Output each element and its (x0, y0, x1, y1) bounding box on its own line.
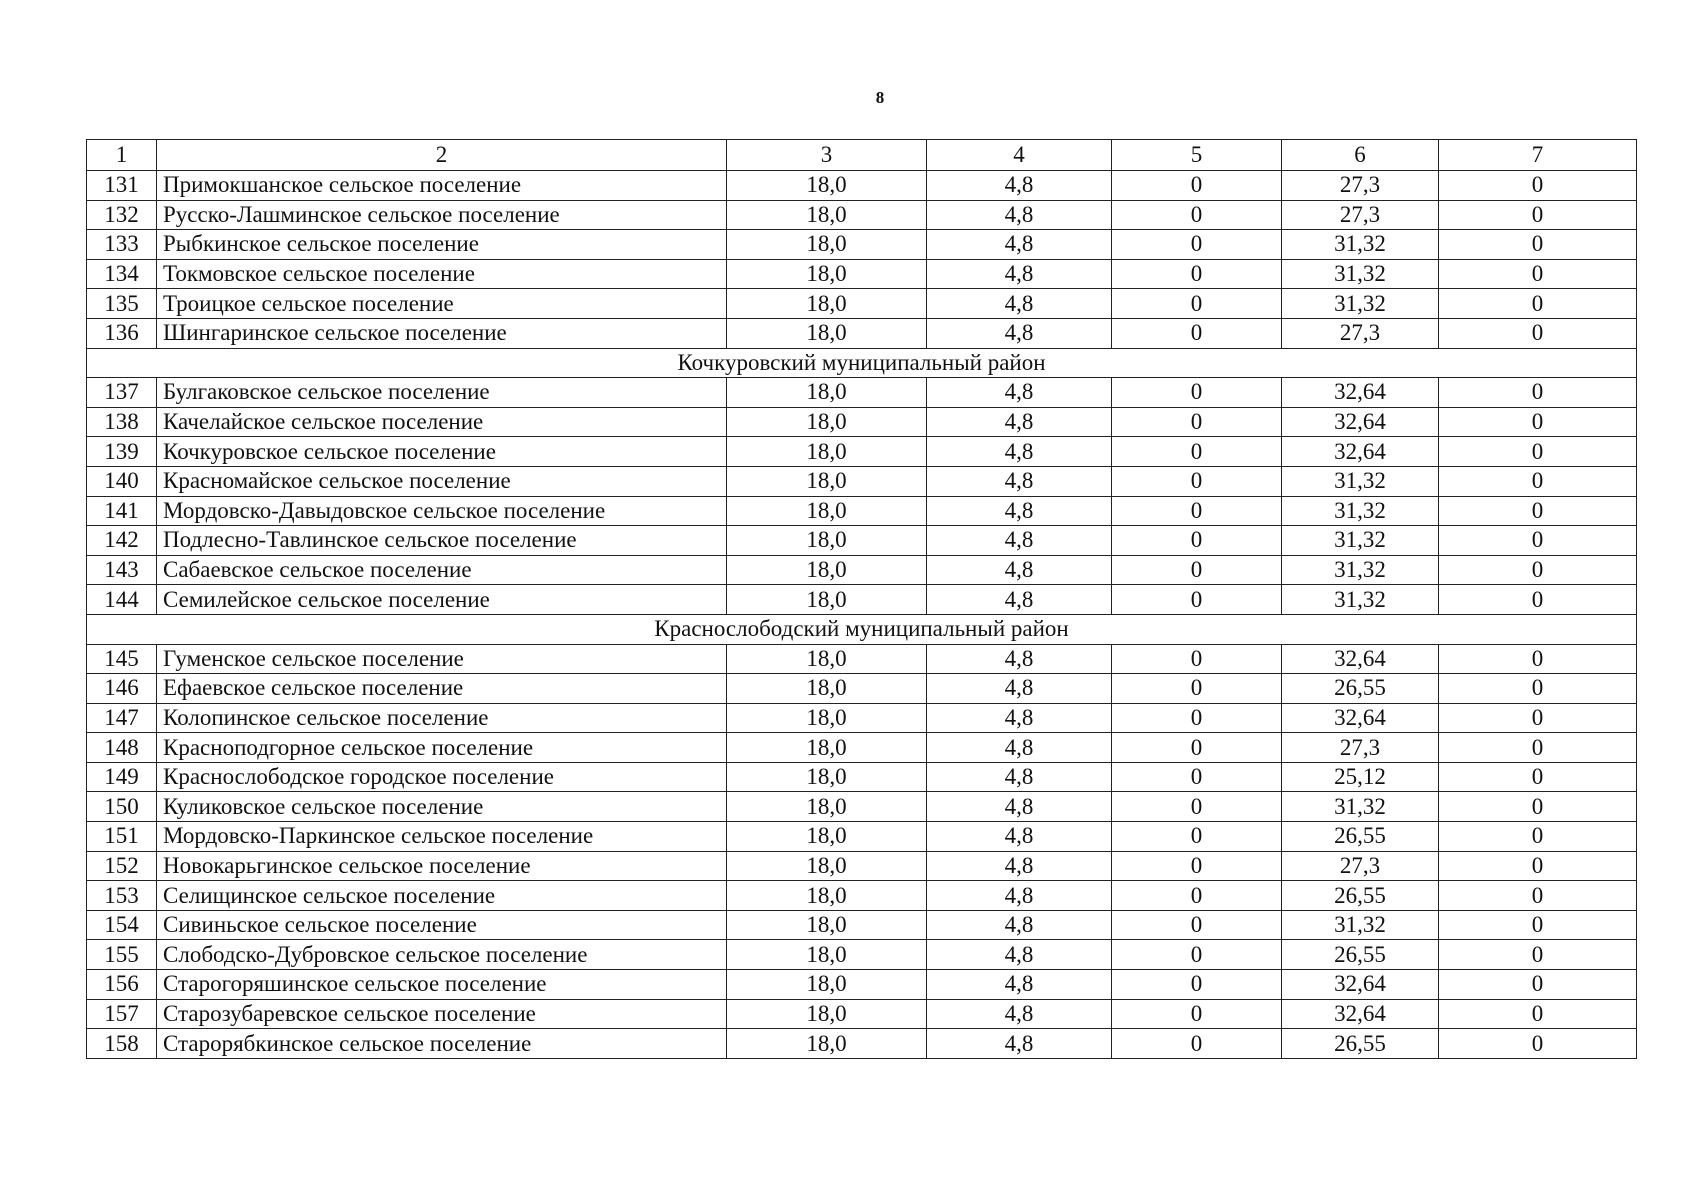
page-number: 8 (875, 88, 885, 107)
table-body (87, 140, 1637, 1059)
value-col-4: 4,8 (927, 970, 1112, 1000)
value-col-4: 4,8 (927, 230, 1112, 260)
value-col-6: 31,32 (1282, 259, 1439, 289)
value-col-6: 31,32 (1282, 230, 1439, 260)
row-number: 146 (87, 674, 157, 704)
value-col-7: 0 (1439, 585, 1637, 615)
value-col-6: 31,32 (1282, 585, 1439, 615)
header-cell-1: 1 (87, 140, 157, 171)
value-col-7: 0 (1439, 999, 1637, 1029)
row-number: 147 (87, 703, 157, 733)
table-row (87, 171, 1637, 201)
value-col-6: 31,32 (1282, 466, 1439, 496)
value-col-7: 0 (1439, 289, 1637, 319)
settlement-name: Гуменское сельское поселение (157, 644, 727, 674)
table-row (87, 999, 1637, 1029)
value-col-5: 0 (1112, 466, 1282, 496)
value-col-7: 0 (1439, 496, 1637, 526)
value-col-5: 0 (1112, 851, 1282, 881)
settlement-name: Мордовско-Давыдовское сельское поселение (157, 496, 727, 526)
value-col-7: 0 (1439, 171, 1637, 201)
row-number: 154 (87, 910, 157, 940)
settlement-name: Кочкуровское сельское поселение (157, 437, 727, 467)
value-col-7: 0 (1439, 318, 1637, 348)
value-col-4: 4,8 (927, 171, 1112, 201)
value-col-4: 4,8 (927, 733, 1112, 763)
value-col-3: 18,0 (727, 674, 927, 704)
value-col-3: 18,0 (727, 851, 927, 881)
table-row (87, 378, 1637, 408)
value-col-5: 0 (1112, 259, 1282, 289)
row-number: 145 (87, 644, 157, 674)
value-col-3: 18,0 (727, 259, 927, 289)
value-col-3: 18,0 (727, 466, 927, 496)
row-number: 155 (87, 940, 157, 970)
row-number: 149 (87, 762, 157, 792)
value-col-3: 18,0 (727, 378, 927, 408)
value-col-7: 0 (1439, 762, 1637, 792)
row-number: 153 (87, 881, 157, 911)
value-col-6: 27,3 (1282, 318, 1439, 348)
row-number: 141 (87, 496, 157, 526)
table-row (87, 585, 1637, 615)
row-number: 140 (87, 466, 157, 496)
value-col-7: 0 (1439, 940, 1637, 970)
value-col-3: 18,0 (727, 999, 927, 1029)
value-col-4: 4,8 (927, 851, 1112, 881)
section-title: Краснослободский муниципальный район (87, 614, 1637, 644)
value-col-5: 0 (1112, 318, 1282, 348)
value-col-4: 4,8 (927, 496, 1112, 526)
settlement-name: Ефаевское сельское поселение (157, 674, 727, 704)
value-col-6: 26,55 (1282, 822, 1439, 852)
settlement-name: Красномайское сельское поселение (157, 466, 727, 496)
value-col-7: 0 (1439, 733, 1637, 763)
table-row (87, 762, 1637, 792)
row-number: 133 (87, 230, 157, 260)
value-col-4: 4,8 (927, 674, 1112, 704)
table-row (87, 822, 1637, 852)
settlement-name: Троицкое сельское поселение (157, 289, 727, 319)
value-col-5: 0 (1112, 970, 1282, 1000)
settlement-name: Булгаковское сельское поселение (157, 378, 727, 408)
table-row (87, 437, 1637, 467)
settlement-name: Красноподгорное сельское поселение (157, 733, 727, 763)
settlement-name: Старогоряшинское сельское поселение (157, 970, 727, 1000)
value-col-6: 31,32 (1282, 792, 1439, 822)
value-col-7: 0 (1439, 792, 1637, 822)
value-col-3: 18,0 (727, 644, 927, 674)
value-col-6: 26,55 (1282, 881, 1439, 911)
value-col-7: 0 (1439, 881, 1637, 911)
value-col-5: 0 (1112, 881, 1282, 911)
value-col-3: 18,0 (727, 318, 927, 348)
value-col-6: 31,32 (1282, 555, 1439, 585)
value-col-6: 32,64 (1282, 703, 1439, 733)
value-col-5: 0 (1112, 526, 1282, 556)
row-number: 144 (87, 585, 157, 615)
value-col-4: 4,8 (927, 910, 1112, 940)
value-col-3: 18,0 (727, 496, 927, 526)
settlement-name: Мордовско-Паркинское сельское поселение (157, 822, 727, 852)
value-col-5: 0 (1112, 585, 1282, 615)
settlement-name: Примокшанское сельское поселение (157, 171, 727, 201)
value-col-5: 0 (1112, 437, 1282, 467)
table-row (87, 259, 1637, 289)
settlement-name: Сабаевское сельское поселение (157, 555, 727, 585)
value-col-6: 26,55 (1282, 940, 1439, 970)
header-cell-6: 6 (1282, 140, 1439, 171)
value-col-7: 0 (1439, 437, 1637, 467)
value-col-6: 26,55 (1282, 1029, 1439, 1059)
settlement-name: Куликовское сельское поселение (157, 792, 727, 822)
row-number: 135 (87, 289, 157, 319)
value-col-3: 18,0 (727, 733, 927, 763)
value-col-5: 0 (1112, 289, 1282, 319)
value-col-4: 4,8 (927, 437, 1112, 467)
row-number: 131 (87, 171, 157, 201)
value-col-7: 0 (1439, 644, 1637, 674)
table-row (87, 674, 1637, 704)
settlement-name: Новокарьгинское сельское поселение (157, 851, 727, 881)
value-col-3: 18,0 (727, 171, 927, 201)
value-col-6: 26,55 (1282, 674, 1439, 704)
value-col-5: 0 (1112, 407, 1282, 437)
value-col-5: 0 (1112, 230, 1282, 260)
settlement-name: Подлесно-Тавлинское сельское поселение (157, 526, 727, 556)
value-col-5: 0 (1112, 762, 1282, 792)
settlement-name: Семилейское сельское поселение (157, 585, 727, 615)
value-col-4: 4,8 (927, 999, 1112, 1029)
value-col-6: 32,64 (1282, 999, 1439, 1029)
row-number: 143 (87, 555, 157, 585)
value-col-4: 4,8 (927, 1029, 1112, 1059)
table-row (87, 555, 1637, 585)
row-number: 158 (87, 1029, 157, 1059)
value-col-7: 0 (1439, 407, 1637, 437)
row-number: 139 (87, 437, 157, 467)
settlement-name: Шингаринское сельское поселение (157, 318, 727, 348)
value-col-6: 32,64 (1282, 644, 1439, 674)
section-title: Кочкуровский муниципальный район (87, 348, 1637, 378)
value-col-6: 27,3 (1282, 733, 1439, 763)
row-number: 138 (87, 407, 157, 437)
value-col-4: 4,8 (927, 703, 1112, 733)
row-number: 137 (87, 378, 157, 408)
value-col-6: 25,12 (1282, 762, 1439, 792)
value-col-3: 18,0 (727, 881, 927, 911)
row-number: 156 (87, 970, 157, 1000)
value-col-4: 4,8 (927, 585, 1112, 615)
value-col-6: 31,32 (1282, 289, 1439, 319)
value-col-3: 18,0 (727, 555, 927, 585)
value-col-5: 0 (1112, 792, 1282, 822)
value-col-4: 4,8 (927, 378, 1112, 408)
row-number: 157 (87, 999, 157, 1029)
value-col-4: 4,8 (927, 644, 1112, 674)
value-col-5: 0 (1112, 822, 1282, 852)
settlement-name: Сивиньское сельское поселение (157, 910, 727, 940)
data-table (86, 139, 1637, 1059)
settlement-name: Качелайское сельское поселение (157, 407, 727, 437)
value-col-3: 18,0 (727, 230, 927, 260)
row-number: 148 (87, 733, 157, 763)
value-col-7: 0 (1439, 674, 1637, 704)
row-number: 152 (87, 851, 157, 881)
value-col-7: 0 (1439, 378, 1637, 408)
value-col-6: 27,3 (1282, 171, 1439, 201)
settlement-name: Старорябкинское сельское поселение (157, 1029, 727, 1059)
value-col-3: 18,0 (727, 526, 927, 556)
table-row (87, 1029, 1637, 1059)
settlement-name: Колопинское сельское поселение (157, 703, 727, 733)
value-col-5: 0 (1112, 555, 1282, 585)
row-number: 142 (87, 526, 157, 556)
settlement-name: Слободско-Дубровское сельское поселение (157, 940, 727, 970)
value-col-7: 0 (1439, 259, 1637, 289)
value-col-5: 0 (1112, 674, 1282, 704)
row-number: 134 (87, 259, 157, 289)
value-col-4: 4,8 (927, 822, 1112, 852)
value-col-3: 18,0 (727, 289, 927, 319)
section-row (87, 614, 1637, 644)
value-col-4: 4,8 (927, 259, 1112, 289)
row-number: 151 (87, 822, 157, 852)
value-col-6: 32,64 (1282, 378, 1439, 408)
value-col-6: 32,64 (1282, 437, 1439, 467)
table-row (87, 940, 1637, 970)
value-col-6: 31,32 (1282, 526, 1439, 556)
value-col-4: 4,8 (927, 555, 1112, 585)
value-col-4: 4,8 (927, 792, 1112, 822)
table-row (87, 970, 1637, 1000)
table-row (87, 526, 1637, 556)
value-col-7: 0 (1439, 555, 1637, 585)
value-col-5: 0 (1112, 496, 1282, 526)
row-number: 150 (87, 792, 157, 822)
value-col-5: 0 (1112, 999, 1282, 1029)
settlement-name: Токмовское сельское поселение (157, 259, 727, 289)
table-row (87, 466, 1637, 496)
value-col-5: 0 (1112, 644, 1282, 674)
row-number: 132 (87, 200, 157, 230)
header-cell-5: 5 (1112, 140, 1282, 171)
value-col-7: 0 (1439, 910, 1637, 940)
value-col-7: 0 (1439, 466, 1637, 496)
value-col-7: 0 (1439, 200, 1637, 230)
value-col-7: 0 (1439, 970, 1637, 1000)
table-row (87, 230, 1637, 260)
table-row (87, 644, 1637, 674)
value-col-4: 4,8 (927, 526, 1112, 556)
value-col-6: 32,64 (1282, 970, 1439, 1000)
value-col-4: 4,8 (927, 762, 1112, 792)
value-col-3: 18,0 (727, 822, 927, 852)
value-col-3: 18,0 (727, 703, 927, 733)
value-col-5: 0 (1112, 703, 1282, 733)
header-cell-4: 4 (927, 140, 1112, 171)
value-col-3: 18,0 (727, 437, 927, 467)
value-col-4: 4,8 (927, 200, 1112, 230)
value-col-4: 4,8 (927, 466, 1112, 496)
table-row (87, 289, 1637, 319)
table-row (87, 407, 1637, 437)
value-col-7: 0 (1439, 230, 1637, 260)
value-col-3: 18,0 (727, 792, 927, 822)
value-col-4: 4,8 (927, 407, 1112, 437)
value-col-7: 0 (1439, 526, 1637, 556)
value-col-3: 18,0 (727, 407, 927, 437)
value-col-6: 31,32 (1282, 910, 1439, 940)
table-row (87, 496, 1637, 526)
value-col-6: 31,32 (1282, 496, 1439, 526)
value-col-3: 18,0 (727, 1029, 927, 1059)
value-col-3: 18,0 (727, 762, 927, 792)
table-row (87, 851, 1637, 881)
value-col-7: 0 (1439, 851, 1637, 881)
settlement-name: Селищинское сельское поселение (157, 881, 727, 911)
settlement-name: Рыбкинское сельское поселение (157, 230, 727, 260)
header-cell-2: 2 (157, 140, 727, 171)
value-col-5: 0 (1112, 733, 1282, 763)
value-col-3: 18,0 (727, 970, 927, 1000)
table-row (87, 910, 1637, 940)
value-col-3: 18,0 (727, 940, 927, 970)
value-col-4: 4,8 (927, 289, 1112, 319)
value-col-4: 4,8 (927, 318, 1112, 348)
value-col-7: 0 (1439, 1029, 1637, 1059)
value-col-5: 0 (1112, 940, 1282, 970)
value-col-5: 0 (1112, 910, 1282, 940)
settlement-name: Старозубаревское сельское поселение (157, 999, 727, 1029)
table-row (87, 792, 1637, 822)
table-row (87, 703, 1637, 733)
row-number: 136 (87, 318, 157, 348)
table-row (87, 200, 1637, 230)
header-cell-3: 3 (727, 140, 927, 171)
settlement-name: Русско-Лашминское сельское поселение (157, 200, 727, 230)
table-header-row (87, 140, 1637, 171)
value-col-4: 4,8 (927, 940, 1112, 970)
value-col-4: 4,8 (927, 881, 1112, 911)
table-row (87, 733, 1637, 763)
value-col-5: 0 (1112, 1029, 1282, 1059)
value-col-3: 18,0 (727, 200, 927, 230)
value-col-6: 32,64 (1282, 407, 1439, 437)
value-col-7: 0 (1439, 822, 1637, 852)
value-col-5: 0 (1112, 378, 1282, 408)
value-col-7: 0 (1439, 703, 1637, 733)
value-col-3: 18,0 (727, 585, 927, 615)
section-row (87, 348, 1637, 378)
table-row (87, 881, 1637, 911)
value-col-5: 0 (1112, 200, 1282, 230)
value-col-6: 27,3 (1282, 200, 1439, 230)
settlement-name: Краснослободское городское поселение (157, 762, 727, 792)
header-cell-7: 7 (1439, 140, 1637, 171)
value-col-5: 0 (1112, 171, 1282, 201)
table-row (87, 318, 1637, 348)
value-col-6: 27,3 (1282, 851, 1439, 881)
value-col-3: 18,0 (727, 910, 927, 940)
